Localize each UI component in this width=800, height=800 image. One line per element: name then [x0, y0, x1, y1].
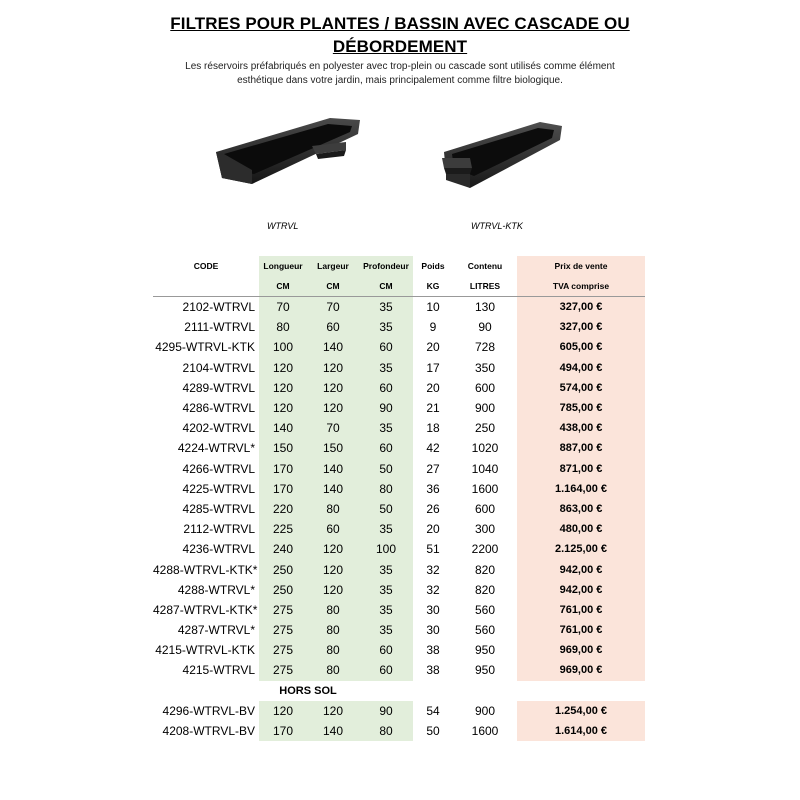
cell-prix: 327,00 € [517, 297, 645, 318]
table-row [153, 580, 645, 600]
cell-code: 4225-WTRVL [182, 481, 255, 496]
cell-profondeur: 100 [359, 539, 413, 559]
cell-poids: 20 [426, 522, 440, 537]
cell-poids: 32 [426, 582, 440, 597]
cell-prix: 1.164,00 € [517, 479, 645, 499]
cell-longueur: 150 [259, 438, 307, 458]
cell-largeur: 80 [307, 620, 359, 640]
cell-profondeur: 60 [359, 660, 413, 680]
cell-profondeur: 50 [359, 459, 413, 479]
cell-contenu: 1020 [471, 441, 499, 456]
cell-longueur: 275 [259, 640, 307, 660]
cell-contenu: 600 [474, 380, 496, 395]
table-row [153, 337, 645, 357]
cell-code: 4288-WTRVL-KTK* [153, 562, 258, 577]
cell-contenu: 900 [474, 401, 496, 416]
section-row [153, 681, 645, 701]
cell-longueur: 80 [259, 317, 307, 337]
cell-largeur: 120 [307, 559, 359, 579]
table-row [153, 640, 645, 660]
cell-prix: 785,00 € [517, 398, 645, 418]
cell-contenu: 130 [474, 300, 496, 315]
cell-poids: 20 [426, 380, 440, 395]
header-largeur: Largeur [307, 256, 359, 276]
cell-contenu: 1600 [471, 481, 499, 496]
cell-contenu: 90 [478, 320, 492, 335]
cell-prix: 574,00 € [517, 378, 645, 398]
cell-longueur: 225 [259, 519, 307, 539]
cell-prix: 942,00 € [517, 559, 645, 579]
cell-contenu: 728 [474, 340, 496, 355]
table-row [153, 317, 645, 337]
cell-profondeur: 35 [359, 358, 413, 378]
unit-largeur: CM [307, 276, 359, 297]
cell-profondeur: 90 [359, 701, 413, 721]
cell-longueur: 170 [259, 459, 307, 479]
intro-text [150, 60, 650, 88]
table-row [153, 378, 645, 398]
cell-profondeur: 60 [359, 378, 413, 398]
cell-prix: 969,00 € [517, 660, 645, 680]
cell-poids: 30 [426, 623, 440, 638]
cell-profondeur: 35 [359, 620, 413, 640]
table-row [153, 721, 645, 741]
cell-prix: 863,00 € [517, 499, 645, 519]
cell-largeur: 60 [307, 317, 359, 337]
cell-profondeur: 60 [359, 640, 413, 660]
cell-largeur: 140 [307, 721, 359, 741]
table-unit-row [153, 276, 645, 297]
cell-largeur: 140 [307, 459, 359, 479]
cell-profondeur: 80 [359, 721, 413, 741]
cell-contenu: 1040 [471, 461, 499, 476]
cell-poids: 9 [429, 320, 437, 335]
cell-contenu: 950 [474, 663, 496, 678]
cell-code: 2102-WTRVL [182, 300, 255, 315]
cell-code: 4286-WTRVL [182, 401, 255, 416]
cell-poids: 26 [426, 501, 440, 516]
cell-contenu: 900 [474, 703, 496, 718]
price-table [153, 256, 645, 741]
cell-code: 4295-WTRVL-KTK [155, 340, 255, 355]
cell-largeur: 120 [307, 539, 359, 559]
cell-profondeur: 35 [359, 297, 413, 318]
cell-poids: 10 [426, 300, 440, 315]
cell-largeur: 120 [307, 701, 359, 721]
tank-with-cascade-image [440, 118, 566, 194]
cell-contenu: 820 [474, 562, 496, 577]
cell-longueur: 140 [259, 418, 307, 438]
cell-poids: 36 [426, 481, 440, 496]
cell-largeur: 80 [307, 660, 359, 680]
cell-profondeur: 35 [359, 418, 413, 438]
page-title-line2: DÉBORDEMENT [332, 37, 468, 56]
table-row [153, 600, 645, 620]
table-row [153, 660, 645, 680]
cell-code: 2111-WTRVL [184, 320, 255, 335]
table-row [153, 398, 645, 418]
cell-prix: 1.254,00 € [517, 701, 645, 721]
cell-code: 2112-WTRVL [183, 522, 255, 537]
cell-code: 4288-WTRVL* [177, 582, 255, 597]
cell-longueur: 170 [259, 479, 307, 499]
cell-prix: 2.125,00 € [517, 539, 645, 559]
cell-prix: 761,00 € [517, 600, 645, 620]
cell-code: 4208-WTRVL-BV [162, 724, 255, 739]
cell-code: 4224-WTRVL* [177, 441, 255, 456]
cell-poids: 38 [426, 643, 440, 658]
cell-contenu: 1600 [471, 724, 499, 739]
cell-profondeur: 60 [359, 337, 413, 357]
cell-poids: 30 [426, 602, 440, 617]
table-row [153, 701, 645, 721]
cell-contenu: 350 [474, 360, 496, 375]
cell-largeur: 140 [307, 479, 359, 499]
cell-code: 4287-WTRVL-KTK* [153, 602, 258, 617]
intro-line2: esthétique dans votre jardin, mais principalement comme filtre biologique. [237, 75, 563, 86]
cell-prix: 480,00 € [517, 519, 645, 539]
page-title-line1: FILTRES POUR PLANTES / BASSIN AVEC CASCADE OU [170, 14, 630, 33]
cell-profondeur: 60 [359, 438, 413, 458]
cell-poids: 17 [426, 360, 440, 375]
cell-largeur: 80 [307, 600, 359, 620]
cell-largeur: 120 [307, 358, 359, 378]
unit-longueur: CM [259, 276, 307, 297]
table-row [153, 479, 645, 499]
cell-longueur: 120 [259, 701, 307, 721]
cell-longueur: 170 [259, 721, 307, 741]
cell-poids: 20 [426, 340, 440, 355]
table-row [153, 559, 645, 579]
cell-code: 4202-WTRVL [182, 421, 255, 436]
cell-longueur: 250 [259, 559, 307, 579]
cell-poids: 21 [426, 401, 440, 416]
cell-largeur: 120 [307, 580, 359, 600]
cell-longueur: 120 [259, 398, 307, 418]
cell-poids: 32 [426, 562, 440, 577]
cell-code: 4285-WTRVL [182, 501, 255, 516]
cell-profondeur: 80 [359, 479, 413, 499]
cell-contenu: 300 [474, 522, 496, 537]
table-row [153, 297, 645, 318]
cell-code: 4266-WTRVL [182, 461, 255, 476]
cell-longueur: 70 [259, 297, 307, 318]
product-caption-1: WTRVL [267, 221, 299, 231]
cell-largeur: 120 [307, 378, 359, 398]
cell-prix: 494,00 € [517, 358, 645, 378]
table-row [153, 519, 645, 539]
cell-prix: 605,00 € [517, 337, 645, 357]
header-longueur: Longueur [259, 256, 307, 276]
cell-longueur: 100 [259, 337, 307, 357]
header-contenu: Contenu [467, 261, 503, 271]
unit-contenu: LITRES [453, 276, 517, 297]
cell-longueur: 275 [259, 620, 307, 640]
header-code: CODE [193, 261, 219, 271]
cell-prix: 942,00 € [517, 580, 645, 600]
cell-prix: 438,00 € [517, 418, 645, 438]
cell-longueur: 120 [259, 378, 307, 398]
cell-longueur: 220 [259, 499, 307, 519]
cell-largeur: 80 [307, 640, 359, 660]
cell-code: 4236-WTRVL [182, 542, 255, 557]
cell-poids: 54 [426, 703, 440, 718]
header-poids: Poids [421, 261, 445, 271]
unit-prix: TVA comprise [517, 276, 645, 297]
cell-longueur: 250 [259, 580, 307, 600]
intro-line1: Les réservoirs préfabriqués en polyester avec trop-plein ou cascade sont utilisés comme élément [185, 61, 615, 72]
cell-profondeur: 35 [359, 580, 413, 600]
unit-code [153, 276, 259, 297]
section-label: HORS SOL [279, 684, 337, 697]
cell-profondeur: 50 [359, 499, 413, 519]
cell-contenu: 560 [474, 623, 496, 638]
cell-contenu: 250 [474, 421, 496, 436]
table-header-row [153, 256, 645, 276]
cell-code: 2104-WTRVL [182, 360, 255, 375]
cell-contenu: 600 [474, 501, 496, 516]
cell-largeur: 80 [307, 499, 359, 519]
cell-profondeur: 35 [359, 519, 413, 539]
cell-prix: 1.614,00 € [517, 721, 645, 741]
cell-longueur: 120 [259, 358, 307, 378]
cell-profondeur: 35 [359, 317, 413, 337]
cell-prix: 969,00 € [517, 640, 645, 660]
cell-poids: 42 [426, 441, 440, 456]
table-row [153, 418, 645, 438]
cell-code: 4215-WTRVL [182, 663, 255, 678]
cell-prix: 871,00 € [517, 459, 645, 479]
unit-poids: KG [413, 276, 453, 297]
cell-contenu: 560 [474, 602, 496, 617]
cell-poids: 51 [426, 542, 440, 557]
table-row [153, 539, 645, 559]
cell-profondeur: 35 [359, 559, 413, 579]
hors-sol-section [153, 681, 645, 701]
cell-poids: 38 [426, 663, 440, 678]
cell-largeur: 120 [307, 398, 359, 418]
table-row [153, 438, 645, 458]
hors-sol-body [153, 701, 645, 741]
cell-largeur: 70 [307, 297, 359, 318]
table-row [153, 459, 645, 479]
unit-profondeur: CM [359, 276, 413, 297]
cell-longueur: 275 [259, 660, 307, 680]
cell-prix: 887,00 € [517, 438, 645, 458]
header-profondeur: Profondeur [359, 256, 413, 276]
cell-profondeur: 90 [359, 398, 413, 418]
table-row [153, 358, 645, 378]
cell-profondeur: 35 [359, 600, 413, 620]
cell-largeur: 150 [307, 438, 359, 458]
header-prix: Prix de vente [517, 256, 645, 276]
tank-with-overflow-image [212, 112, 364, 192]
cell-longueur: 240 [259, 539, 307, 559]
cell-contenu: 2200 [471, 542, 499, 557]
cell-largeur: 60 [307, 519, 359, 539]
cell-code: 4215-WTRVL-KTK [155, 643, 255, 658]
product-caption-2: WTRVL-KTK [471, 221, 523, 231]
cell-prix: 761,00 € [517, 620, 645, 640]
cell-largeur: 140 [307, 337, 359, 357]
cell-longueur: 275 [259, 600, 307, 620]
cell-code: 4287-WTRVL* [177, 623, 255, 638]
cell-code: 4296-WTRVL-BV [162, 703, 255, 718]
cell-code: 4289-WTRVL [182, 380, 255, 395]
table-body [153, 297, 645, 681]
cell-poids: 50 [426, 724, 440, 739]
cell-contenu: 950 [474, 643, 496, 658]
cell-prix: 327,00 € [517, 317, 645, 337]
table-row [153, 620, 645, 640]
table-row [153, 499, 645, 519]
cell-poids: 27 [426, 461, 440, 476]
cell-poids: 18 [426, 421, 440, 436]
cell-largeur: 70 [307, 418, 359, 438]
cell-contenu: 820 [474, 582, 496, 597]
